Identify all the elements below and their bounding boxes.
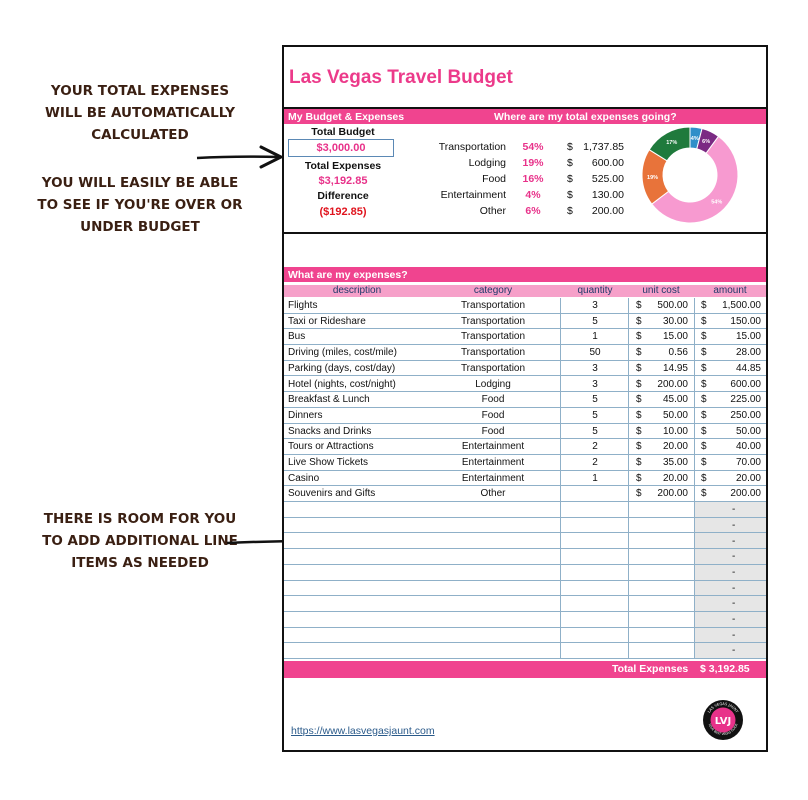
cell-dollar: $	[701, 488, 707, 500]
donut-label: 54%	[711, 199, 723, 206]
donut-label: 17%	[666, 140, 678, 147]
cell-description: Dinners	[288, 409, 323, 421]
cell-amount: 40.00	[735, 441, 761, 453]
difference-value: ($192.85)	[319, 206, 367, 218]
cell-quantity: 5	[592, 315, 598, 327]
cell-category: Lodging	[475, 378, 511, 390]
cell-quantity: 50	[589, 347, 601, 359]
donut-label: 6%	[702, 139, 711, 146]
cell-unit-cost: 35.00	[662, 457, 688, 468]
total-expenses-bar	[284, 661, 766, 678]
cell-amount-empty: -	[732, 566, 736, 578]
table-row[interactable]	[284, 455, 766, 471]
table-row[interactable]	[284, 549, 766, 565]
cell-category: Entertainment	[461, 472, 525, 484]
breakdown-dollar: $	[567, 141, 573, 153]
breakdown-dollar: $	[567, 173, 573, 185]
cell-category: Transportation	[460, 315, 526, 327]
cell-unit-cost: 14.95	[662, 362, 688, 374]
cell-dollar: $	[701, 472, 707, 484]
table-row[interactable]	[284, 314, 766, 330]
cell-dollar: $	[636, 331, 642, 343]
cell-category: Other	[480, 488, 506, 500]
cell-dollar: $	[701, 347, 707, 359]
cell-quantity: 2	[592, 457, 598, 468]
cell-description: Live Show Tickets	[288, 457, 369, 468]
cell-quantity: 3	[592, 362, 598, 374]
page-title: Las Vegas Travel Budget	[289, 67, 513, 88]
table-row[interactable]	[284, 534, 766, 550]
cell-quantity: 5	[592, 425, 598, 437]
breakdown-category: Transportation	[438, 141, 506, 153]
breakdown-amount: 200.00	[591, 205, 624, 217]
cell-description: Snacks and Drinks	[288, 425, 372, 437]
cell-unit-cost: 30.00	[662, 315, 688, 327]
cell-amount: 200.00	[730, 488, 761, 500]
cell-amount-empty: -	[732, 598, 736, 610]
cell-dollar: $	[636, 488, 642, 500]
table-row[interactable]	[284, 612, 766, 628]
cell-description: Souvenirs and Gifts	[288, 488, 376, 500]
table-row[interactable]	[284, 518, 766, 534]
website-link[interactable]: https://www.lasvegasjaunt.com	[291, 725, 435, 737]
cell-description: Casino	[288, 472, 320, 484]
cell-amount: 20.00	[735, 472, 761, 484]
cell-category: Entertainment	[461, 441, 525, 453]
cell-unit-cost: 200.00	[657, 378, 688, 390]
column-header: unit cost	[642, 285, 680, 296]
cell-description: Taxi or Rideshare	[288, 315, 366, 327]
cell-quantity: 3	[592, 378, 598, 390]
cell-amount: 250.00	[730, 409, 761, 421]
cell-amount-empty: -	[732, 504, 736, 516]
breakdown-dollar: $	[567, 157, 573, 169]
cell-quantity: 3	[592, 300, 598, 311]
cell-amount: 150.00	[730, 315, 761, 327]
cell-quantity	[562, 486, 628, 501]
cell-category: Food	[481, 394, 505, 406]
table-header	[284, 285, 766, 297]
breakdown-amount: 600.00	[591, 157, 624, 169]
cell-dollar: $	[701, 331, 707, 343]
note-over-under	[20, 172, 260, 238]
cell-dollar: $	[636, 441, 642, 453]
table-row[interactable]	[284, 392, 766, 408]
cell-dollar: $	[636, 347, 642, 359]
cell-dollar: $	[701, 315, 707, 327]
breakdown-dollar: $	[567, 205, 573, 217]
table-row[interactable]	[284, 502, 766, 518]
cell-quantity: 1	[592, 472, 598, 484]
cell-description: Breakfast & Lunch	[288, 394, 370, 406]
cell-dollar: $	[636, 457, 642, 468]
breakdown-category: Other	[479, 205, 506, 217]
cell-dollar: $	[636, 362, 642, 374]
column-header: description	[332, 285, 382, 296]
difference-label: Difference	[317, 190, 369, 202]
cell-description: Tours or Attractions	[288, 441, 374, 453]
table-row[interactable]	[284, 298, 766, 314]
cell-quantity: 1	[592, 331, 598, 343]
table-row[interactable]	[284, 628, 766, 644]
breakdown-percent: 4%	[525, 189, 541, 201]
cell-description: Bus	[288, 331, 306, 343]
arrow-right-icon	[195, 142, 285, 172]
cell-unit-cost: 45.00	[662, 394, 688, 406]
breakdown-amount: 130.00	[591, 189, 624, 201]
cell-dollar: $	[701, 378, 707, 390]
cell-amount-empty: -	[732, 645, 736, 657]
cell-category: Transportation	[460, 331, 526, 343]
donut-label: 4%	[690, 135, 699, 142]
cell-amount: 44.85	[735, 362, 761, 374]
cell-amount-empty: -	[732, 535, 736, 547]
cell-category: Entertainment	[461, 457, 525, 468]
table-row[interactable]	[284, 596, 766, 612]
note-line: CALCULATED	[91, 127, 189, 143]
column-header: quantity	[577, 285, 613, 296]
note-line: UNDER BUDGET	[80, 219, 200, 235]
cell-quantity: 5	[592, 394, 598, 406]
note-add-items	[20, 508, 260, 574]
cell-description: Hotel (nights, cost/night)	[288, 378, 396, 390]
note-line: YOU WILL EASILY BE ABLE	[41, 175, 239, 191]
cell-description: Parking (days, cost/day)	[288, 362, 396, 374]
total-expenses-footer-label: Total Expenses	[612, 663, 689, 675]
cell-quantity: 2	[592, 441, 598, 453]
cell-unit-cost: 50.00	[662, 409, 688, 421]
cell-unit-cost: 20.00	[662, 472, 688, 484]
cell-amount-empty: -	[732, 551, 736, 563]
cell-dollar: $	[701, 425, 707, 437]
logo-text: LVJ	[714, 716, 732, 727]
cell-dollar: $	[701, 441, 707, 453]
table-row[interactable]	[284, 345, 766, 361]
cell-category: Food	[481, 409, 505, 421]
cell-category: Transportation	[460, 362, 526, 374]
table-row[interactable]	[284, 377, 766, 393]
cell-unit-cost: 10.00	[662, 425, 688, 437]
table-row[interactable]	[284, 581, 766, 597]
cell-amount: 28.00	[735, 347, 761, 359]
total-expenses-footer-value: $ 3,192.85	[700, 663, 750, 675]
cell-dollar: $	[636, 300, 642, 311]
expense-donut-chart	[640, 125, 740, 225]
cell-amount: 50.00	[735, 425, 761, 437]
cell-dollar: $	[701, 394, 707, 406]
cell-amount-empty: -	[732, 582, 736, 594]
divider	[284, 232, 766, 234]
table-row[interactable]	[284, 471, 766, 487]
breakdown-percent: 19%	[522, 157, 544, 169]
table-row[interactable]	[284, 439, 766, 455]
table-row[interactable]	[284, 486, 766, 502]
total-expenses-label: Total Expenses	[304, 160, 382, 172]
cell-amount: 70.00	[735, 457, 761, 468]
note-line: THERE IS ROOM FOR YOU	[43, 511, 237, 527]
cell-unit-cost: 20.00	[662, 441, 688, 453]
breakdown-header: Where are my total expenses going?	[494, 111, 677, 123]
cell-amount: 1,500.00	[722, 300, 761, 311]
cell-amount-empty: -	[732, 614, 736, 625]
lvj-logo-icon	[702, 699, 744, 741]
cell-amount-empty: -	[732, 519, 736, 531]
donut-label: 19%	[647, 174, 659, 181]
total-budget-input[interactable]	[288, 139, 394, 157]
cell-description: Flights	[288, 300, 318, 311]
cell-dollar: $	[636, 378, 642, 390]
note-line: YOUR TOTAL EXPENSES	[50, 83, 230, 99]
cell-dollar: $	[701, 457, 707, 468]
breakdown-category: Lodging	[468, 157, 506, 169]
cell-category: Food	[481, 425, 505, 437]
cell-dollar: $	[701, 362, 707, 374]
table-row[interactable]	[284, 643, 766, 659]
column-header: amount	[713, 285, 747, 296]
cell-amount: 225.00	[730, 394, 761, 406]
cell-dollar: $	[636, 425, 642, 437]
cell-amount: 15.00	[735, 331, 761, 343]
note-line: WILL BE AUTOMATICALLY	[44, 105, 235, 121]
cell-dollar: $	[636, 315, 642, 327]
total-budget-value: $3,000.00	[316, 142, 366, 154]
breakdown-category: Food	[482, 173, 506, 185]
breakdown-dollar: $	[567, 189, 573, 201]
cell-dollar: $	[701, 409, 707, 421]
cell-unit-cost: 500.00	[657, 300, 688, 311]
total-expenses-value: $3,192.85	[318, 175, 368, 187]
cell-unit-cost: 15.00	[662, 331, 688, 343]
cell-quantity: 5	[592, 409, 598, 421]
table-row[interactable]	[284, 408, 766, 424]
note-auto-calculated	[20, 80, 260, 146]
cell-dollar: $	[701, 300, 707, 311]
cell-category: Transportation	[460, 300, 526, 311]
expenses-header-bar	[284, 267, 766, 282]
breakdown-percent: 6%	[525, 205, 541, 217]
svg-text:LAS VEGAS JAUNT: LAS VEGAS JAUNT	[707, 701, 739, 714]
cell-unit-cost: 0.56	[668, 347, 688, 359]
budget-sheet	[282, 45, 768, 752]
column-header: category	[473, 285, 513, 296]
table-row[interactable]	[284, 424, 766, 440]
note-line: TO SEE IF YOU'RE OVER OR	[37, 197, 243, 213]
table-row[interactable]	[284, 565, 766, 581]
breakdown-percent: 16%	[522, 173, 544, 185]
table-row[interactable]	[284, 361, 766, 377]
cell-amount: 600.00	[730, 378, 761, 390]
summary-header-bar	[284, 109, 766, 124]
svg-text:YOUR BEST VEGAS GUIDE: YOUR BEST VEGAS GUIDE	[707, 722, 739, 737]
cell-dollar: $	[636, 394, 642, 406]
total-budget-label: Total Budget	[311, 126, 375, 138]
note-line: TO ADD ADDITIONAL LINE	[42, 533, 238, 549]
expenses-header: What are my expenses?	[288, 269, 408, 281]
breakdown-percent: 54%	[522, 141, 544, 153]
cell-amount-empty: -	[732, 629, 736, 641]
breakdown-amount: 1,737.85	[583, 141, 624, 153]
note-line: ITEMS AS NEEDED	[71, 555, 209, 571]
summary-header: My Budget & Expenses	[288, 111, 405, 123]
table-row[interactable]	[284, 329, 766, 345]
breakdown-category: Entertainment	[440, 189, 506, 201]
cell-unit-cost: 200.00	[657, 488, 688, 500]
cell-description: Driving (miles, cost/mile)	[288, 347, 397, 359]
cell-category: Transportation	[460, 347, 526, 359]
cell-dollar: $	[636, 472, 642, 484]
cell-dollar: $	[636, 409, 642, 421]
breakdown-amount: 525.00	[591, 173, 624, 185]
